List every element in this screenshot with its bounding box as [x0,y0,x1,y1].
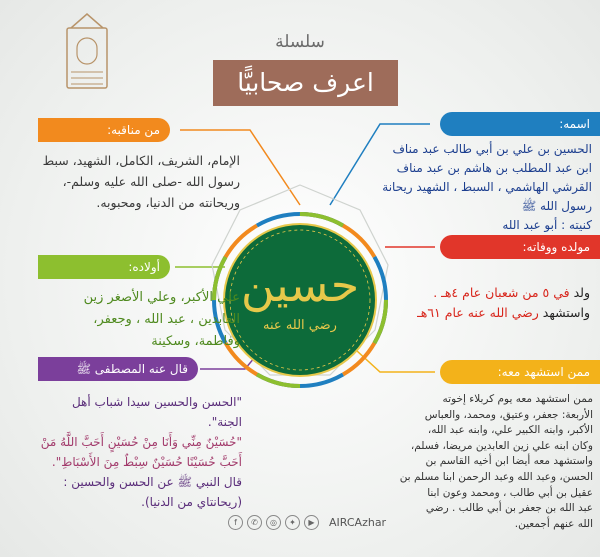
tag-ism: اسمه: [440,112,600,136]
twitter-icon[interactable]: ✦ [285,515,300,530]
text-ism: الحسين بن علي بن أبي طالب عبد مناف ابن عبد المطلب بن هاشم بن عبد مناف القرشي الهاشمي ، السبط ، الشهيد ريحانة رسول الله ﷺ كنيته : أبو عبد الله [382,142,592,232]
facebook-icon[interactable]: f [228,515,243,530]
text-manaqib: الإمام، الشريف، الكامل، الشهيد، سبط رسول الله -صلى الله عليه وسلم-، وريحانته من الدنيا، ومحبوبه. [42,153,240,210]
text-mawlid: ولد في ٥ من شعبان عام ٤هـ . واستشهد رضي الله عنه عام ٦١هـ [417,285,590,320]
social-handle[interactable]: AIRCAzhar [329,515,387,529]
text-qal: "الحسن والحسين سيدا شباب أهل الجنة". "حُسَيْنٌ مِنِّي وَأَنَا مِنْ حُسَيْنٍ أَحَبَّ اللَّهُ مَنْ أَحَبَّ حُسَيْنًا حُسَيْنٌ سِبْطٌ مِنَ الأَسْبَاطِ". قال النبي ﷺ عن الحسن والحسين : (ريحانتاي من الدنيا). [40,395,242,509]
center-name: حسين [240,258,360,312]
banner-title: اعرف صحابيًّا [213,60,398,106]
tag-istishhad: ممن استشهد معه: [440,360,600,384]
series-title: سلسلة [275,32,325,52]
tag-manaqib: من مناقبه: [38,118,170,142]
al-azhar-logo [57,8,117,100]
text-awlad: علي الأكبر، وعلي الأصغر زين العابدين ، عبد الله ، وجعفر، وفاطمة، وسكينة [83,290,240,349]
tag-qal: قال عنه المصطفى ﷺ [38,357,198,381]
instagram-icon[interactable]: ◎ [266,515,281,530]
text-istishhad: ممن استشهد معه يوم كربلاء إخوته الأربعة: جعفر، وعتيق، ومحمد، والعباس الأكبر، وابنه الكبير علي، وابنه عبد الله، وكان ابنه علي زين العابدين مريضا، فسلم، واستشهد معه أيضا ابن أخيه القاسم بن الحسن، وعبد الله وعبد الرحمن ابنا مسلم بن عقيل بن أبي طالب ، ومحمد وعون ابنا عبد الله بن جعفر بن أبي طالب . رضي الله عنهم أجمعين. [399,393,593,530]
tag-awlad: أولاده: [38,255,170,279]
footer-social [228,512,386,532]
whatsapp-icon[interactable]: ✆ [247,515,262,530]
center-sub: رضي الله عنه [263,318,337,333]
tag-mawlid: مولده ووفاته: [440,235,600,259]
youtube-icon[interactable]: ▶ [304,515,319,530]
